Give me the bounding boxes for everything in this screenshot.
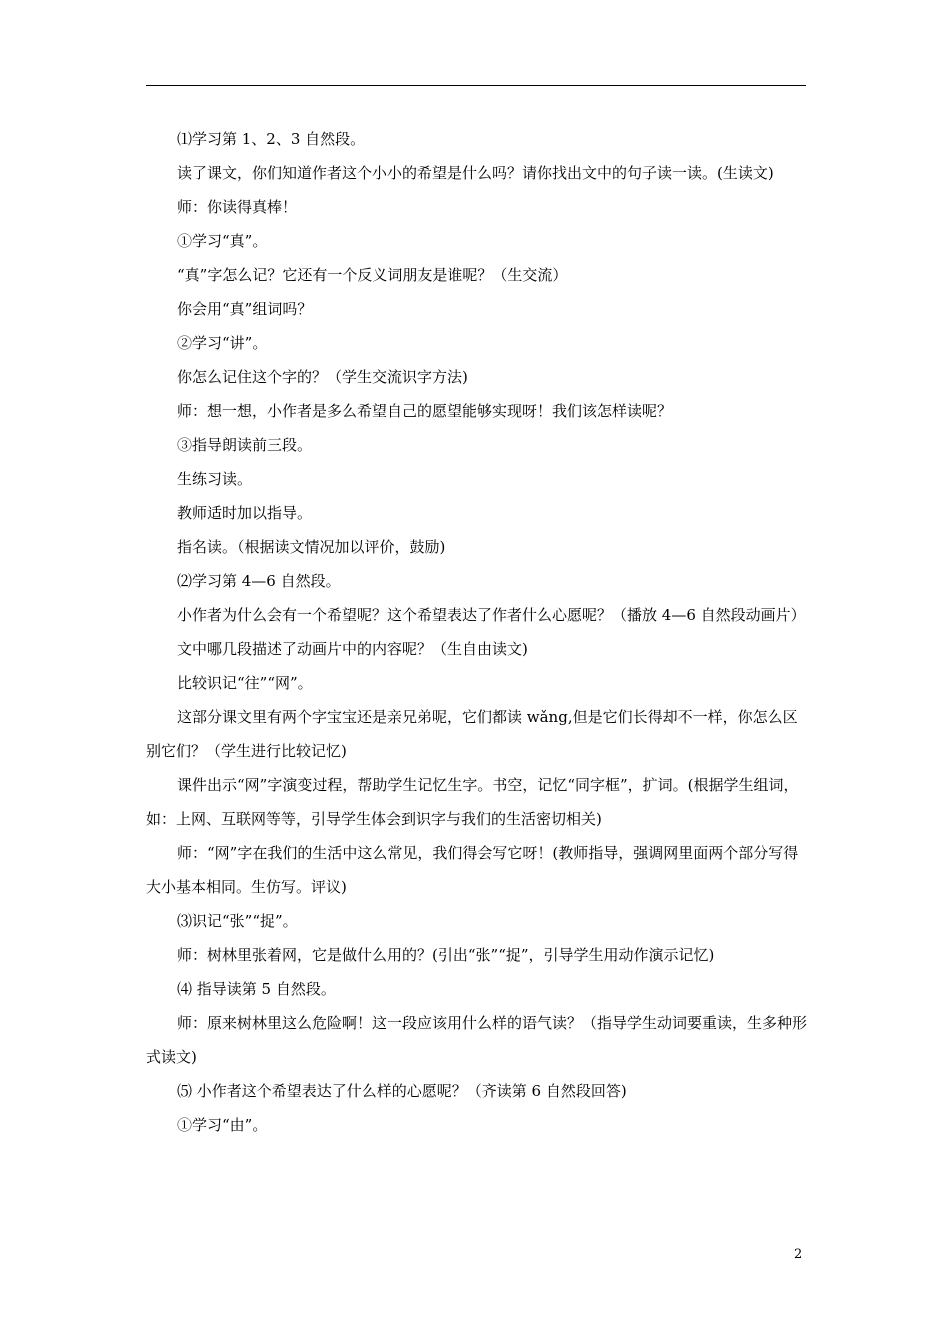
paragraph: 你会用“真”组词吗？: [177, 300, 313, 318]
paragraph: ①学习“真”。: [177, 232, 268, 250]
paragraph: ⑸ 小作者这个希望表达了什么样的心愿呢？（齐读第 6 自然段回答): [177, 1082, 627, 1100]
paragraph: 师：想一想，小作者是多么希望自己的愿望能够实现呀！我们该怎样读呢？: [177, 402, 673, 420]
paragraph: 师：树林里张着网，它是做什么用的？(引出“张”“捉”，引导学生用动作演示记忆): [177, 946, 715, 964]
paragraph: “真”字怎么记？它还有一个反义词朋友是谁呢？（生交流）: [177, 266, 568, 284]
document-body: [146, 122, 808, 1142]
paragraph: 师：原来树林里这么危险啊！这一段应该用什么样的语气读？（指导学生动词要重读，生多种形式读文): [146, 1014, 808, 1066]
paragraph: ②学习“讲”。: [177, 334, 268, 352]
paragraph: 指名读。（根据读文情况加以评价，鼓励): [177, 538, 446, 556]
paragraph: 比较识记“往”“网”。: [177, 674, 313, 692]
paragraph: ③指导朗读前三段。: [177, 436, 313, 454]
paragraph: 这部分课文里有两个字宝宝还是亲兄弟呢，它们都读 wǎng,但是它们长得却不一样，你怎么区别它们？（学生进行比较记忆): [146, 708, 798, 760]
paragraph: 文中哪几段描述了动画片中的内容呢？（生自由读文): [177, 640, 528, 658]
paragraph: 读了课文，你们知道作者这个小小的希望是什么吗？请你找出文中的句子读一读。(生读文): [177, 164, 774, 182]
page-number: 2: [794, 1247, 803, 1262]
paragraph: ⑶识记“张”“捉”。: [177, 912, 298, 930]
paragraph: ⑵学习第 4—6 自然段。: [177, 572, 341, 590]
paragraph: ⑷ 指导读第 5 自然段。: [177, 980, 336, 998]
paragraph: 你怎么记住这个字的？（学生交流识字方法): [177, 368, 468, 386]
paragraph: 教师适时加以指导。: [177, 504, 313, 522]
paragraph: 师：“网”字在我们的生活中这么常见，我们得会写它呀！(教师指导，强调网里面两个部分写得大小基本相同。生仿写。评议): [146, 844, 799, 896]
paragraph: 小作者为什么会有一个希望呢？这个希望表达了作者什么心愿呢？（播放 4—6 自然段动画片）: [177, 606, 806, 624]
header-rule: [146, 85, 806, 86]
paragraph: ①学习“由”。: [177, 1116, 268, 1134]
paragraph: 师：你读得真棒！: [177, 198, 298, 216]
paragraph: 课件出示“网”字演变过程，帮助学生记忆生字。书空，记忆“同字框”，扩词。(根据学生组词，如：上网、互联网等等，引导学生体会到识字与我们的生活密切相关): [146, 776, 799, 828]
paragraph: ⑴学习第 1、2、3 自然段。: [177, 130, 366, 148]
paragraph: 生练习读。: [177, 470, 253, 488]
